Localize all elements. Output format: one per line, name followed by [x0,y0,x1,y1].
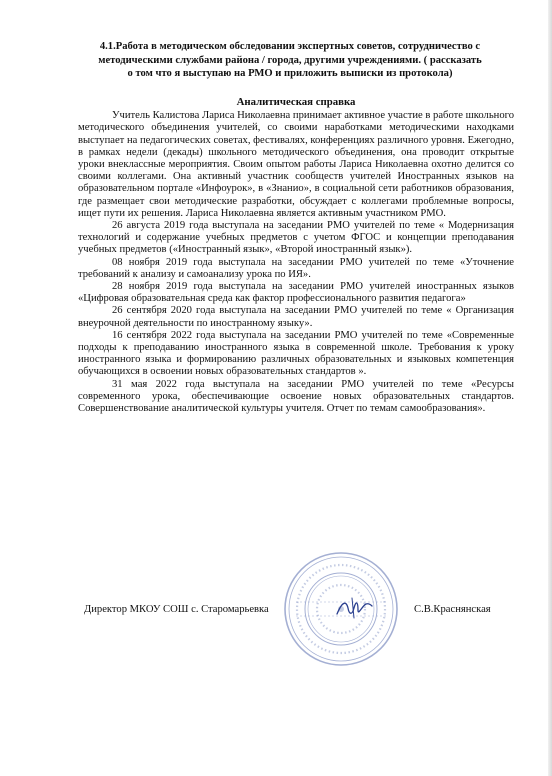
report-paragraph: 28 ноября 2019 года выступала на заседании РМО учителей иностранных языков «Цифровая образовательная среда как фактор профессионального развития педагога» [78,281,514,305]
report-paragraph: 08 ноября 2019 года выступала на заседании РМО учителей по теме «Уточнение требований к анализу и самоанализу урока по ИЯ». [78,256,514,280]
report-paragraph: 26 августа 2019 года выступала на заседании РМО учителей по теме « Модернизация технологий и содержание учебных предметов с учетом ФГОС и концепции преподавания учебных предметов («Иностранный язык», «Второй иностранный язык»). [78,220,514,256]
heading-line-3: о том что я выступаю на РМО и приложить выписки из протокола) [127,68,453,79]
report-paragraph: 26 сентября 2020 года выступала на заседании РМО учителей по теме « Организация внеурочной деятельности по иностранному языку». [78,305,514,329]
director-position: Директор МКОУ СОШ с. Старомарьевка [84,604,269,615]
heading-line-2: методическими службами района / города, другими учреждениями. ( рассказать [98,54,482,66]
signature-block [84,604,504,620]
report-paragraph: 31 мая 2022 года выступала на заседании РМО учителей по теме «Ресурсы современного урока, обеспечивающие освоение новых образовательных стандартов. Совершенствование аналитической культуры учителя. Отчет по темам самообразования». [78,378,514,415]
page-edge-shadow [548,0,552,776]
report-body [78,96,514,415]
report-title: Аналитическая справка [236,96,356,108]
director-name: С.В.Краснянская [414,604,491,615]
report-paragraph: 16 сентября 2022 года выступала на заседании РМО учителей по теме «Современные подходы к преподаванию иностранного языка в современной школе. Требования к уроку иностранного языка и формированию различных образовательных и языковых компетенция обучающихся в освоении новых образовательных стандартов ». [78,329,514,378]
heading-line-1: 4.1.Работа в методическом обследовании экспертных советов, сотрудничество с [99,41,481,52]
section-heading [70,40,510,81]
report-paragraph: Учитель Калистова Лариса Николаевна принимает активное участие в работе школьного методического объединения учителей, со своими наработками методическими находками выступает на педагогических советах, фестивалях, конференциях различного уровня. Ежегодно, в рамках недели (декады) школьного методического объединения, она проводит открытые уроки внеклассные мероприятия. Своим опытом работы Лариса Николаевна охотно делится со своими коллегами. Она активный участник сообществ учителей Иностранных языков на образовательном портале «Инфоурок», в «Знанио», в социальной сети работников образования, где размещает свои методические разработки, обсуждает с коллегами проблемные вопросы, ищет пути их решения. Лариса Николаевна является активным участником РМО. [78,110,514,219]
